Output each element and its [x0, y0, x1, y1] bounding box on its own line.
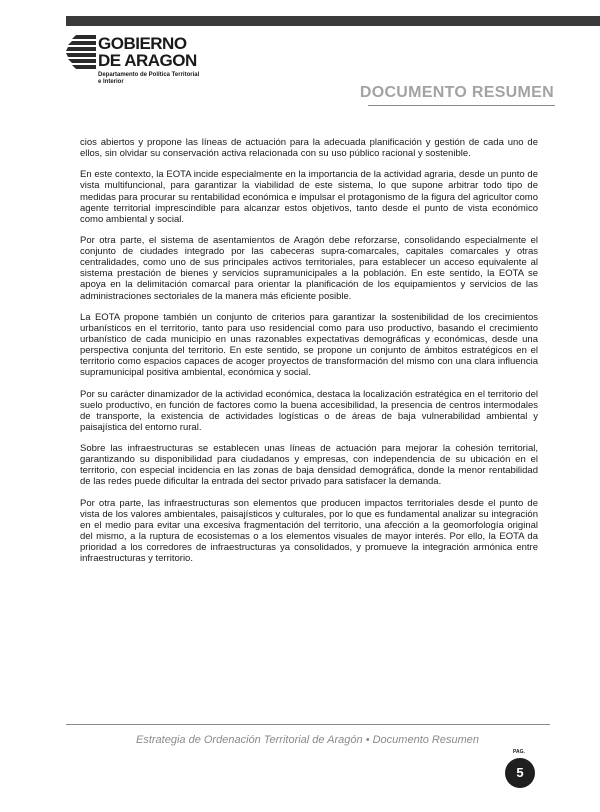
paragraph: Por su carácter dinamizador de la actividad económica, destaca la localización estratégica en el territorio del suelo productivo, en función de factores como la buena accesibilidad, la presencia de centros intermodales de transporte, la existencia de actividades logísticas o de áreas de baja vulnerabilidad ambiental y paisajística del entorno rural.	[80, 388, 538, 433]
department-name	[98, 72, 199, 86]
paragraph: cios abiertos y propone las líneas de actuación para la adecuada planificación y gestión de cada uno de ellos, sin olvidar su conservación activa relacionada con su uso público racional y sostenible.	[80, 137, 538, 160]
footer-divider	[66, 724, 550, 725]
paragraph: Sobre las infraestructuras se establecen unas líneas de actuación para mejorar la cohesión territorial, garantizando su disponibilidad para ciudadanos y empresas, con independencia de su ubicación en el territorio, con especial incidencia en las zonas de baja densidad demográfica, donde la menor rentabilidad de las redes puede dificultar la entrada del sector privado para satisfacer la demanda.	[80, 443, 538, 488]
paragraph: En este contexto, la EOTA incide especialmente en la importancia de la actividad agraria, desde un punto de vista multifuncional, para garantizar la viabilidad de este sistema, lo que supone arbitrar todo tipo de medidas para procurar su rentabilidad económica e impulsar el protagonismo de la figura del agricultor como agente territorial imprescindible para alcanzar estos objetivos, tanto desde el punto de vista económico como ambiental y social.	[80, 169, 538, 225]
gobierno-de-aragon-logo	[66, 33, 216, 93]
logo-stripes-icon	[66, 33, 96, 71]
top-bar	[66, 16, 600, 26]
department-line-2: e Interior	[98, 79, 124, 85]
logo-text-gobierno: GOBIERNO	[98, 34, 187, 53]
paragraph: Por otra parte, el sistema de asentamientos de Aragón debe reforzarse, consolidando especialmente el conjunto de ciudades integrado por las cabeceras supra-comarcales, capitales comarcales y otras centralidades, como uno de sus principales activos territoriales, para establecer un acceso equivalente al sistema prestación de bienes y servicios supramunicipales a la población. En este sentido, la EOTA se apoya en la delimitación comarcal para orientar la planificación de los equipamientos y servicios de las administraciones sectoriales de la manera más eficiente posible.	[80, 235, 538, 302]
page-number-badge: 5	[505, 758, 535, 788]
paragraph: La EOTA propone también un conjunto de criterios para garantizar la sostenibilidad de los crecimientos urbanísticos en el territorio, tanto para uso residencial como para uso productivo, basando el crecimiento urbanístico de cada municipio en unas razonables expectativas demográficas y económicas, desde una perspectiva conjunta del territorio. En este sentido, se propone un conjunto de ámbitos estratégicos en el territorio como espacios capaces de acoger proyectos de transformación del mismo con una clara influencia supramunicipal positiva ambiental, económica y social.	[80, 311, 538, 379]
paragraph: Por otra parte, las infraestructuras son elementos que producen impactos territoriales desde el punto de vista de los valores ambientales, paisajísticos y culturales, por lo que es fundamental analizar su integración en el medio para evitar una excesiva fragmentación del territorio, una afección a la geomorfología original del mismo, a la ruptura de ecosistemas o a los elementos visuales de mayor interés. Por ello, la EOTA da prioridad a los corredores de infraestructuras ya consolidados, y promueve la integración armónica entre infraestructuras y territorio.	[80, 497, 538, 565]
body-text	[80, 137, 538, 574]
department-line-1: Departamento de Política Territorial	[98, 72, 200, 78]
page-label: PAG.	[513, 749, 525, 755]
document-title: DOCUMENTO RESUMEN	[359, 84, 554, 101]
footer-title: Estrategia de Ordenación Territorial de Aragón • Documento Resumen	[136, 734, 479, 746]
header-divider	[368, 105, 555, 106]
logo-text-de-aragon: DE ARAGON	[98, 51, 197, 70]
